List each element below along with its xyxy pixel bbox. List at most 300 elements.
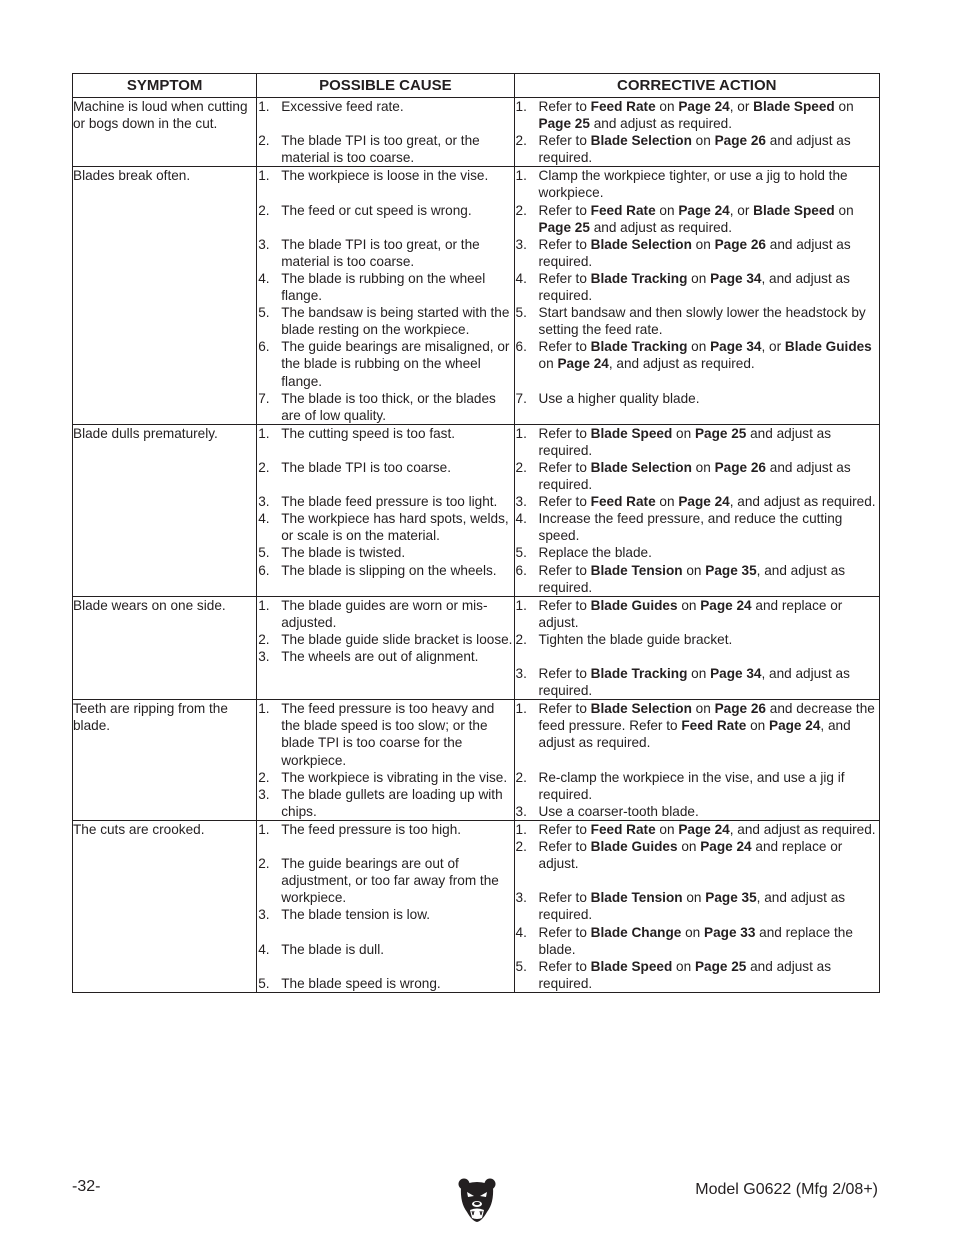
bold-reference: Page 24 [769,718,821,734]
text-run: Use a coarser-tooth blade. [538,803,699,819]
table-row [73,98,880,167]
symptom-cell: Machine is loud when cutting or bogs down in the cut. [73,98,257,167]
action-item [515,425,879,459]
item-number: 2. [515,839,527,855]
text-run: Refer to [538,666,591,682]
cause-cell [257,596,514,700]
text-run: on [672,425,695,441]
cause-item [257,769,513,786]
bold-reference: Feed Rate [590,202,656,218]
text-run: Use a higher quality blade. [538,390,700,406]
text-run: on [672,958,695,974]
item-number: 2. [258,133,270,149]
bold-reference: Page 24 [678,494,730,510]
item-number: 3. [258,649,270,664]
header-symptom: SYMPTOM [73,74,257,98]
bold-reference: Page 24 [700,597,752,613]
text-run: on [655,821,679,837]
cause-text: The blade guides are worn or mis-adjusted. [281,597,488,630]
item-number: 5. [515,545,527,561]
action-text [539,562,879,596]
cause-item [257,631,513,648]
bold-reference: Blade Change [590,924,682,940]
bold-reference: Feed Rate [590,821,656,837]
cause-item [257,167,513,184]
item-number: 1. [515,99,527,114]
cause-item [257,98,513,115]
bold-reference: Page 26 [714,133,766,149]
bold-reference: Blade Selection [590,236,692,252]
text-run: on [687,666,711,682]
text-run: , or [729,202,754,218]
text-run: , and adjust as required. [608,356,755,372]
cause-item [257,390,513,424]
cause-item [257,544,513,561]
action-text [539,167,879,201]
text-run: Tighten the blade guide bracket. [538,631,733,647]
item-number: 2. [258,202,270,218]
cause-item [257,459,513,476]
text-run: and adjust as required. [538,958,831,991]
text-run: and adjust as required. [589,219,732,235]
action-text [539,338,879,372]
bold-reference: Blade Speed [753,99,835,114]
action-cell [514,424,879,596]
action-item [515,803,879,820]
text-run: , and adjust as required. [729,821,876,837]
text-run: on [691,701,715,717]
text-run: Refer to [538,270,591,286]
symptom-cell: Teeth are ripping from the blade. [73,700,257,821]
item-number: 4. [515,924,527,940]
item-number: 3. [515,666,527,682]
action-text [539,270,879,304]
bold-reference: Page 26 [714,701,766,717]
text-run: , and adjust as required. [538,270,850,304]
bold-reference: Blade Speed [590,958,673,974]
bold-reference: Blade Tracking [590,666,688,682]
cause-cell [257,820,514,992]
cause-text: The workpiece is loose in the vise. [281,168,489,184]
cause-item [257,510,513,544]
bold-reference: Page 25 [694,958,747,974]
action-cell [514,700,879,821]
action-item [515,631,879,648]
cause-text: The blade TPI is too great, or the material is too coarse. [281,133,480,166]
text-run: Start bandsaw and then slowly lower the headstock by setting the feed rate. [538,305,866,338]
bold-reference: Feed Rate [590,99,656,114]
cause-text: The blade tension is low. [281,907,431,923]
cause-text: Excessive feed rate. [281,99,404,114]
bold-reference: Page 35 [705,562,757,578]
bold-reference: Page 24 [678,202,730,218]
cause-text: The workpiece has hard spots, welds, or scale is on the material. [281,511,509,544]
action-item [515,167,879,201]
action-item [515,958,879,992]
spacer [257,838,513,855]
text-run: Clamp the workpiece tighter, or use a jig to hold the workpiece. [538,168,848,201]
item-number: 3. [515,236,527,252]
action-item [515,510,879,544]
table-header-row [73,74,880,98]
cause-text: The blade is slipping on the wheels. [281,562,497,578]
action-item [515,459,879,493]
cause-item [257,941,513,958]
text-run: on [682,890,706,906]
text-run: Increase the feed pressure, and reduce the cutting speed. [538,511,843,544]
action-item [515,700,879,751]
cause-item [257,906,513,923]
item-number: 7. [515,390,527,406]
cause-item [257,202,513,219]
spacer [515,648,879,665]
spacer [257,476,513,493]
text-run: on [655,202,679,218]
action-text [539,390,879,407]
bold-reference: Blade Selection [590,701,692,717]
text-run: on [682,562,706,578]
action-text [539,700,879,751]
cause-item [257,786,513,820]
bold-reference: Page 34 [710,339,762,355]
action-text [539,459,879,493]
cause-item [257,338,513,389]
action-item [515,202,879,236]
text-run: Re-clamp the workpiece in the vise, and use a jig if required. [538,769,845,802]
text-run: on [681,924,705,940]
action-item [515,338,879,372]
action-text [539,803,879,820]
spacer [515,373,879,390]
action-item [515,304,879,338]
text-run: on [655,494,679,510]
troubleshooting-table [72,73,880,993]
item-number: 2. [258,856,270,872]
text-run: Replace the blade. [538,545,652,561]
text-run: Refer to [538,701,591,717]
item-number: 4. [258,941,270,957]
table-row [73,820,880,992]
item-number: 2. [515,459,527,475]
bold-reference: Page 34 [710,666,762,682]
text-run: Refer to [538,339,591,355]
bold-reference: Page 33 [704,924,756,940]
spacer [515,872,879,889]
cause-item [257,855,513,906]
action-text [539,304,879,338]
model-label: Model G0622 (Mfg 2/08+) [695,1181,878,1198]
item-number: 2. [258,459,270,475]
bold-reference: Page 25 [538,116,590,132]
spacer [257,442,513,459]
bold-reference: Feed Rate [590,494,656,510]
cause-text: The cutting speed is too fast. [281,425,456,441]
item-number: 7. [258,390,270,406]
cause-item [257,975,513,992]
action-text [539,958,879,992]
text-run: on [677,597,701,613]
item-number: 1. [258,168,270,184]
cause-item [257,425,513,442]
item-number: 2. [515,133,527,149]
text-run: on [687,270,711,286]
action-text [539,665,879,699]
text-run: on [691,133,715,149]
spacer [257,184,513,201]
cause-text: The blade feed pressure is too light. [281,494,498,510]
action-item [515,597,879,631]
text-run: , and adjust as required. [729,494,876,510]
item-number: 1. [258,701,270,717]
cause-item [257,562,513,579]
text-run: Refer to [538,494,591,510]
text-run: and adjust as required. [589,116,732,132]
symptom-cell: Blade dulls prematurely. [73,424,257,596]
item-number: 1. [258,597,270,613]
bold-reference: Page 24 [557,356,609,372]
cause-cell [257,424,514,596]
action-text [539,98,879,132]
item-number: 1. [515,425,527,441]
table-row [73,424,880,596]
cause-text: The blade is rubbing on the wheel flange. [281,270,486,304]
cause-text: The feed or cut speed is wrong. [281,202,472,218]
cause-text: The blade is twisted. [281,545,406,561]
action-text [539,202,879,236]
bold-reference: Blade Speed [753,202,835,218]
item-number: 2. [258,769,270,785]
bold-reference: Page 25 [694,425,747,441]
item-number: 4. [258,270,270,286]
cause-cell [257,98,514,167]
text-run: on [538,356,558,372]
action-text [539,838,879,872]
item-number: 1. [258,425,270,441]
item-number: 2. [258,631,270,647]
cause-text: The blade guide slide bracket is loose. [281,631,513,647]
bold-reference: Page 24 [678,99,730,114]
cause-item [257,304,513,338]
bold-reference: Blade Guides [590,839,678,855]
cause-item [257,648,513,665]
text-run: Refer to [538,425,591,441]
item-number: 5. [515,958,527,974]
action-item [515,493,879,510]
text-run: on [834,99,854,114]
text-run: Refer to [538,958,591,974]
item-number: 1. [258,99,270,114]
text-run: and replace or adjust. [538,597,843,630]
action-item [515,769,879,803]
action-text [539,889,879,923]
text-run: and decrease the feed pressure. Refer to [538,701,875,734]
cause-text: The blade speed is wrong. [281,975,441,991]
text-run: Refer to [538,924,591,940]
bold-reference: Page 24 [678,821,730,837]
cause-cell [257,167,514,424]
cause-cell [257,700,514,821]
cause-text: The blade gullets are loading up with chips. [281,786,503,819]
text-run: Refer to [538,459,591,475]
cause-text: The feed pressure is too heavy and the blade speed is too slow; or the blade TPI is too coarse for the workpiece. [281,701,495,768]
text-run: and replace the blade. [538,924,853,957]
cause-item [257,132,513,166]
action-text [539,425,879,459]
text-run: and adjust as required. [538,133,851,166]
text-run: and adjust as required. [538,236,851,269]
spacer [257,115,513,132]
item-number: 1. [515,597,527,613]
action-item [515,390,879,407]
item-number: 2. [515,202,527,218]
bold-reference: Feed Rate [681,718,747,734]
item-number: 3. [515,890,527,906]
item-number: 3. [258,236,270,252]
item-number: 3. [515,494,527,510]
action-text [539,493,879,510]
item-number: 4. [258,511,270,527]
action-cell [514,98,879,167]
bear-head-icon [457,1177,497,1223]
spacer [257,219,513,236]
text-run: , or [729,99,754,114]
table-row [73,700,880,821]
text-run: Refer to [538,839,591,855]
text-run: on [746,718,769,734]
text-run: Refer to [538,562,591,578]
cause-text: The guide bearings are out of adjustment, or too far away from the workpiece. [281,856,499,906]
item-number: 3. [515,803,527,819]
spacer [515,752,879,769]
item-number: 1. [515,168,527,184]
bold-reference: Blade Tracking [590,270,688,286]
item-number: 5. [258,305,270,321]
action-item [515,838,879,872]
header-corrective-action: CORRECTIVE ACTION [514,74,879,98]
symptom-cell: The cuts are crooked. [73,820,257,992]
item-number: 1. [258,821,270,837]
text-run: , and adjust as required. [538,718,851,751]
text-run: on [691,236,715,252]
item-number: 1. [515,701,527,717]
bold-reference: Blade Tension [590,890,683,906]
bold-reference: Blade Guides [590,597,678,613]
item-number: 3. [258,494,270,510]
action-text [539,544,879,561]
bold-reference: Page 26 [714,236,766,252]
symptom-cell: Blade wears on one side. [73,596,257,700]
cause-item [257,493,513,510]
item-number: 5. [258,545,270,561]
text-run: and adjust as required. [538,425,831,458]
action-text [539,924,879,958]
table-row [73,596,880,700]
item-number: 6. [258,562,270,578]
text-run: Refer to [538,890,591,906]
action-text [539,631,879,648]
action-text [539,132,879,166]
bold-reference: Page 35 [705,890,757,906]
cause-text: The blade TPI is too great, or the material is too coarse. [281,236,480,269]
action-item [515,132,879,166]
cause-text: The blade is dull. [281,941,384,957]
action-item [515,821,879,838]
action-item [515,889,879,923]
action-text [539,597,879,631]
item-number: 3. [258,786,270,802]
cause-text: The wheels are out of alignment. [281,649,479,664]
text-run: Refer to [538,821,591,837]
bold-reference: Page 24 [700,839,752,855]
action-text [539,236,879,270]
text-run: , or [761,339,785,355]
text-run: on [834,202,854,218]
cause-item [257,700,513,768]
action-item [515,270,879,304]
cause-text: The workpiece is vibrating in the vise. [281,769,508,785]
text-run: Refer to [538,133,591,149]
bold-reference: Blade Selection [590,459,692,475]
symptom-cell: Blades break often. [73,167,257,424]
item-number: 1. [515,821,527,837]
cause-text: The bandsaw is being started with the blade resting on the workpiece. [281,305,510,338]
item-number: 5. [258,975,270,991]
bold-reference: Blade Speed [590,425,673,441]
item-number: 3. [258,907,270,923]
item-number: 4. [515,270,527,286]
action-item [515,924,879,958]
action-text [539,821,879,838]
item-number: 6. [258,339,270,355]
text-run: , and adjust as required. [538,562,846,595]
text-run: Refer to [538,597,591,613]
text-run: and adjust as required. [538,459,851,493]
action-item [515,98,879,132]
cause-text: The blade is too thick, or the blades are of low quality. [281,390,496,423]
bold-reference: Blade Guides [784,339,872,355]
action-cell [514,820,879,992]
table-row [73,167,880,424]
text-run: , and adjust as required. [538,666,850,699]
spacer [257,924,513,941]
bold-reference: Blade Tracking [590,339,688,355]
bold-reference: Page 34 [710,270,762,286]
header-possible-cause: POSSIBLE CAUSE [257,74,514,98]
cause-item [257,597,513,631]
bold-reference: Page 25 [538,219,590,235]
item-number: 2. [515,769,527,785]
action-item [515,544,879,561]
item-number: 4. [515,511,527,527]
text-run: Refer to [538,202,591,218]
item-number: 5. [515,305,527,321]
action-cell [514,167,879,424]
action-item [515,236,879,270]
bold-reference: Blade Selection [590,133,692,149]
page-number: -32- [72,1178,101,1195]
text-run: Refer to [538,236,591,252]
text-run: on [691,459,715,475]
text-run: Refer to [538,99,591,114]
text-run: , and adjust as required. [538,890,846,923]
table-body [73,98,880,993]
bold-reference: Blade Tension [590,562,683,578]
cause-item [257,270,513,304]
text-run: on [687,339,711,355]
cause-text: The feed pressure is too high. [281,821,462,837]
text-run: and replace or adjust. [538,839,843,872]
cause-text: The guide bearings are misaligned, or the blade is rubbing on the wheel flange. [281,339,510,389]
